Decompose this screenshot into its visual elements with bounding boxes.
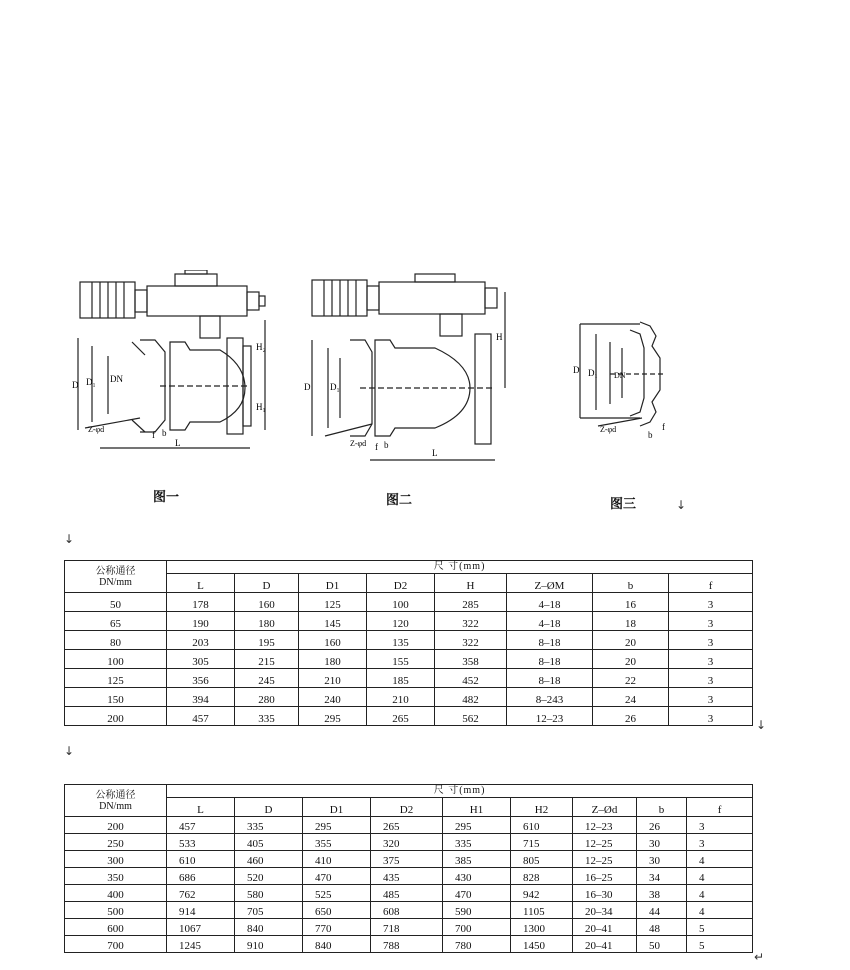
value-cell: 285 xyxy=(435,593,507,612)
table-1-dn-label: 公称通径 xyxy=(95,565,136,577)
table-2-col-header: H1 xyxy=(443,798,511,817)
value-cell: 356 xyxy=(167,669,235,688)
dn-cell: 300 xyxy=(65,851,167,868)
table-row xyxy=(65,885,753,902)
table-1-col-header: D2 xyxy=(367,574,435,593)
fig3-label-b: b xyxy=(648,430,653,440)
table-2-body xyxy=(65,817,753,953)
table-2-column-row xyxy=(65,798,753,817)
value-cell: 533 xyxy=(167,834,235,851)
value-cell: 3 xyxy=(669,707,753,726)
value-cell: 3 xyxy=(669,593,753,612)
value-cell: 1245 xyxy=(167,936,235,953)
value-cell: 686 xyxy=(167,868,235,885)
value-cell: 705 xyxy=(235,902,303,919)
value-cell: 762 xyxy=(167,885,235,902)
value-cell: 482 xyxy=(435,688,507,707)
value-cell: 520 xyxy=(235,868,303,885)
value-cell: 30 xyxy=(637,851,687,868)
value-cell: 8–18 xyxy=(507,631,593,650)
value-cell: 215 xyxy=(235,650,299,669)
value-cell: 562 xyxy=(435,707,507,726)
fig3-label-DN: DN xyxy=(614,371,626,380)
figure-2-drawing xyxy=(300,272,520,472)
value-cell: 295 xyxy=(303,817,371,834)
dn-cell: 700 xyxy=(65,936,167,953)
value-cell: 914 xyxy=(167,902,235,919)
value-cell: 3 xyxy=(669,650,753,669)
value-cell: 178 xyxy=(167,593,235,612)
value-cell: 295 xyxy=(443,817,511,834)
value-cell: 210 xyxy=(299,669,367,688)
value-cell: 788 xyxy=(371,936,443,953)
dn-cell: 150 xyxy=(65,688,167,707)
value-cell: 650 xyxy=(303,902,371,919)
value-cell: 8–243 xyxy=(507,688,593,707)
figure-3-caption: 图三 xyxy=(610,497,637,512)
value-cell: 485 xyxy=(371,885,443,902)
value-cell: 180 xyxy=(299,650,367,669)
value-cell: 1450 xyxy=(511,936,573,953)
table-1-col-header: Z–ØM xyxy=(507,574,593,593)
fig1-label-zd: Z-φd xyxy=(88,425,105,434)
value-cell: 590 xyxy=(443,902,511,919)
fig1-label-H2: H₂ xyxy=(256,342,266,352)
value-cell: 358 xyxy=(435,650,507,669)
value-cell: 840 xyxy=(303,936,371,953)
table-1-dn-unit: DN/mm xyxy=(99,576,132,588)
value-cell: 38 xyxy=(637,885,687,902)
value-cell: 16 xyxy=(593,593,669,612)
value-cell: 3 xyxy=(669,631,753,650)
value-cell: 48 xyxy=(637,919,687,936)
value-cell: 8–18 xyxy=(507,650,593,669)
value-cell: 30 xyxy=(637,834,687,851)
value-cell: 4 xyxy=(687,885,753,902)
value-cell: 435 xyxy=(371,868,443,885)
fig2-label-zd: Z-φd xyxy=(350,439,367,448)
value-cell: 245 xyxy=(235,669,299,688)
fig3-label-D1: D₁ xyxy=(588,368,598,378)
value-cell: 44 xyxy=(637,902,687,919)
value-cell: 100 xyxy=(367,593,435,612)
table-2-col-header: b xyxy=(637,798,687,817)
value-cell: 12–25 xyxy=(573,834,637,851)
table-row xyxy=(65,817,753,834)
value-cell: 770 xyxy=(303,919,371,936)
value-cell: 4–18 xyxy=(507,612,593,631)
dn-cell: 500 xyxy=(65,902,167,919)
value-cell: 26 xyxy=(637,817,687,834)
fig2-label-H: H xyxy=(496,332,503,342)
value-cell: 4 xyxy=(687,868,753,885)
table-2-header-row xyxy=(65,785,753,798)
value-cell: 460 xyxy=(235,851,303,868)
dn-cell: 200 xyxy=(65,707,167,726)
value-cell: 335 xyxy=(235,707,299,726)
value-cell: 3 xyxy=(669,688,753,707)
table-2-col-header: H2 xyxy=(511,798,573,817)
value-cell: 26 xyxy=(593,707,669,726)
dn-cell: 200 xyxy=(65,817,167,834)
value-cell: 155 xyxy=(367,650,435,669)
table-2-col-header: Z–Ød xyxy=(573,798,637,817)
dn-cell: 80 xyxy=(65,631,167,650)
table-2-col-header: L xyxy=(167,798,235,817)
return-mark-4: ↓ xyxy=(64,744,75,758)
end-mark: ↵ xyxy=(754,950,765,964)
value-cell: 610 xyxy=(511,817,573,834)
fig1-label-DN: DN xyxy=(110,374,123,384)
table-1-dn-header xyxy=(65,561,167,593)
value-cell: 120 xyxy=(367,612,435,631)
value-cell: 4 xyxy=(687,851,753,868)
table-1-col-header: L xyxy=(167,574,235,593)
value-cell: 24 xyxy=(593,688,669,707)
dn-cell: 250 xyxy=(65,834,167,851)
value-cell: 3 xyxy=(669,669,753,688)
table-row xyxy=(65,631,753,650)
table-row xyxy=(65,902,753,919)
dn-cell: 50 xyxy=(65,593,167,612)
value-cell: 700 xyxy=(443,919,511,936)
value-cell: 160 xyxy=(235,593,299,612)
value-cell: 12–25 xyxy=(573,851,637,868)
dn-cell: 400 xyxy=(65,885,167,902)
value-cell: 50 xyxy=(637,936,687,953)
table-1-column-row xyxy=(65,574,753,593)
value-cell: 265 xyxy=(367,707,435,726)
table-row xyxy=(65,707,753,726)
table-row xyxy=(65,612,753,631)
fig2-label-f: f xyxy=(375,442,378,452)
value-cell: 375 xyxy=(371,851,443,868)
value-cell: 203 xyxy=(167,631,235,650)
value-cell: 828 xyxy=(511,868,573,885)
dimensions-table-1 xyxy=(64,560,753,726)
table-1-body xyxy=(65,593,753,726)
table-1-size-header: 尺 寸(mm) xyxy=(167,561,753,574)
value-cell: 12–23 xyxy=(573,817,637,834)
value-cell: 3 xyxy=(669,612,753,631)
value-cell: 608 xyxy=(371,902,443,919)
value-cell: 180 xyxy=(235,612,299,631)
value-cell: 335 xyxy=(235,817,303,834)
fig1-label-b: b xyxy=(162,428,167,438)
table-row xyxy=(65,650,753,669)
table-2-dn-header xyxy=(65,785,167,817)
value-cell: 780 xyxy=(443,936,511,953)
value-cell: 385 xyxy=(443,851,511,868)
value-cell: 1300 xyxy=(511,919,573,936)
value-cell: 457 xyxy=(167,707,235,726)
table-1-col-header: H xyxy=(435,574,507,593)
value-cell: 185 xyxy=(367,669,435,688)
value-cell: 805 xyxy=(511,851,573,868)
value-cell: 135 xyxy=(367,631,435,650)
table-1-col-header: b xyxy=(593,574,669,593)
value-cell: 320 xyxy=(371,834,443,851)
figure-3-drawing xyxy=(570,318,680,448)
value-cell: 322 xyxy=(435,631,507,650)
table-2-col-header: D xyxy=(235,798,303,817)
value-cell: 16–30 xyxy=(573,885,637,902)
table-1-col-header: D1 xyxy=(299,574,367,593)
value-cell: 4 xyxy=(687,902,753,919)
fig3-label-zd: Z-φd xyxy=(600,425,617,434)
table-1-header-row xyxy=(65,561,753,574)
table-row xyxy=(65,834,753,851)
value-cell: 145 xyxy=(299,612,367,631)
fig1-label-f: f xyxy=(152,430,155,440)
value-cell: 1105 xyxy=(511,902,573,919)
return-mark-3: ↓ xyxy=(756,718,767,732)
value-cell: 1067 xyxy=(167,919,235,936)
table-2-col-header: D1 xyxy=(303,798,371,817)
value-cell: 265 xyxy=(371,817,443,834)
value-cell: 8–18 xyxy=(507,669,593,688)
value-cell: 34 xyxy=(637,868,687,885)
table-1-col-header: f xyxy=(669,574,753,593)
return-mark-2: ↓ xyxy=(64,532,75,546)
fig3-label-f: f xyxy=(662,422,665,432)
value-cell: 457 xyxy=(167,817,235,834)
table-row xyxy=(65,669,753,688)
value-cell: 430 xyxy=(443,868,511,885)
figure-1-drawing xyxy=(70,270,280,470)
value-cell: 20–41 xyxy=(573,919,637,936)
value-cell: 3 xyxy=(687,834,753,851)
value-cell: 470 xyxy=(443,885,511,902)
value-cell: 942 xyxy=(511,885,573,902)
table-row xyxy=(65,936,753,953)
table-row xyxy=(65,868,753,885)
dn-cell: 125 xyxy=(65,669,167,688)
figure-2-caption: 图二 xyxy=(386,493,413,508)
table-row xyxy=(65,593,753,612)
value-cell: 240 xyxy=(299,688,367,707)
table-row xyxy=(65,688,753,707)
value-cell: 20–34 xyxy=(573,902,637,919)
value-cell: 715 xyxy=(511,834,573,851)
value-cell: 470 xyxy=(303,868,371,885)
dimensions-table-2 xyxy=(64,784,753,953)
fig1-label-D: D xyxy=(72,380,79,390)
dn-cell: 600 xyxy=(65,919,167,936)
table-2-col-header: D2 xyxy=(371,798,443,817)
table-row xyxy=(65,851,753,868)
value-cell: 20 xyxy=(593,650,669,669)
table-2-col-header: f xyxy=(687,798,753,817)
value-cell: 16–25 xyxy=(573,868,637,885)
value-cell: 190 xyxy=(167,612,235,631)
value-cell: 580 xyxy=(235,885,303,902)
value-cell: 295 xyxy=(299,707,367,726)
fig2-label-D: D xyxy=(304,382,311,392)
fig2-label-b: b xyxy=(384,440,389,450)
dn-cell: 350 xyxy=(65,868,167,885)
value-cell: 525 xyxy=(303,885,371,902)
value-cell: 405 xyxy=(235,834,303,851)
table-2-dn-label: 公称通径 xyxy=(95,789,136,801)
fig1-label-L: L xyxy=(175,438,181,448)
fig1-label-H1: H₁ xyxy=(256,402,266,412)
value-cell: 195 xyxy=(235,631,299,650)
value-cell: 18 xyxy=(593,612,669,631)
fig2-label-D1: D₁ xyxy=(330,382,340,392)
fig3-label-D: D xyxy=(573,365,580,375)
value-cell: 305 xyxy=(167,650,235,669)
return-mark-1: ↓ xyxy=(676,498,687,512)
value-cell: 160 xyxy=(299,631,367,650)
value-cell: 5 xyxy=(687,936,753,953)
table-1-col-header: D xyxy=(235,574,299,593)
dn-cell: 100 xyxy=(65,650,167,669)
value-cell: 125 xyxy=(299,593,367,612)
value-cell: 322 xyxy=(435,612,507,631)
value-cell: 910 xyxy=(235,936,303,953)
value-cell: 22 xyxy=(593,669,669,688)
value-cell: 280 xyxy=(235,688,299,707)
value-cell: 355 xyxy=(303,834,371,851)
figure-1-caption: 图一 xyxy=(153,490,180,505)
value-cell: 718 xyxy=(371,919,443,936)
value-cell: 20–41 xyxy=(573,936,637,953)
value-cell: 3 xyxy=(687,817,753,834)
value-cell: 4–18 xyxy=(507,593,593,612)
fig2-label-L: L xyxy=(432,448,438,458)
table-row xyxy=(65,919,753,936)
value-cell: 394 xyxy=(167,688,235,707)
value-cell: 410 xyxy=(303,851,371,868)
table-2-dn-unit: DN/mm xyxy=(99,800,132,812)
value-cell: 452 xyxy=(435,669,507,688)
value-cell: 210 xyxy=(367,688,435,707)
value-cell: 335 xyxy=(443,834,511,851)
value-cell: 20 xyxy=(593,631,669,650)
dn-cell: 65 xyxy=(65,612,167,631)
value-cell: 12–23 xyxy=(507,707,593,726)
fig1-label-D1: D₁ xyxy=(86,377,96,387)
table-2-size-header: 尺 寸(mm) xyxy=(167,785,753,798)
value-cell: 610 xyxy=(167,851,235,868)
value-cell: 5 xyxy=(687,919,753,936)
value-cell: 840 xyxy=(235,919,303,936)
